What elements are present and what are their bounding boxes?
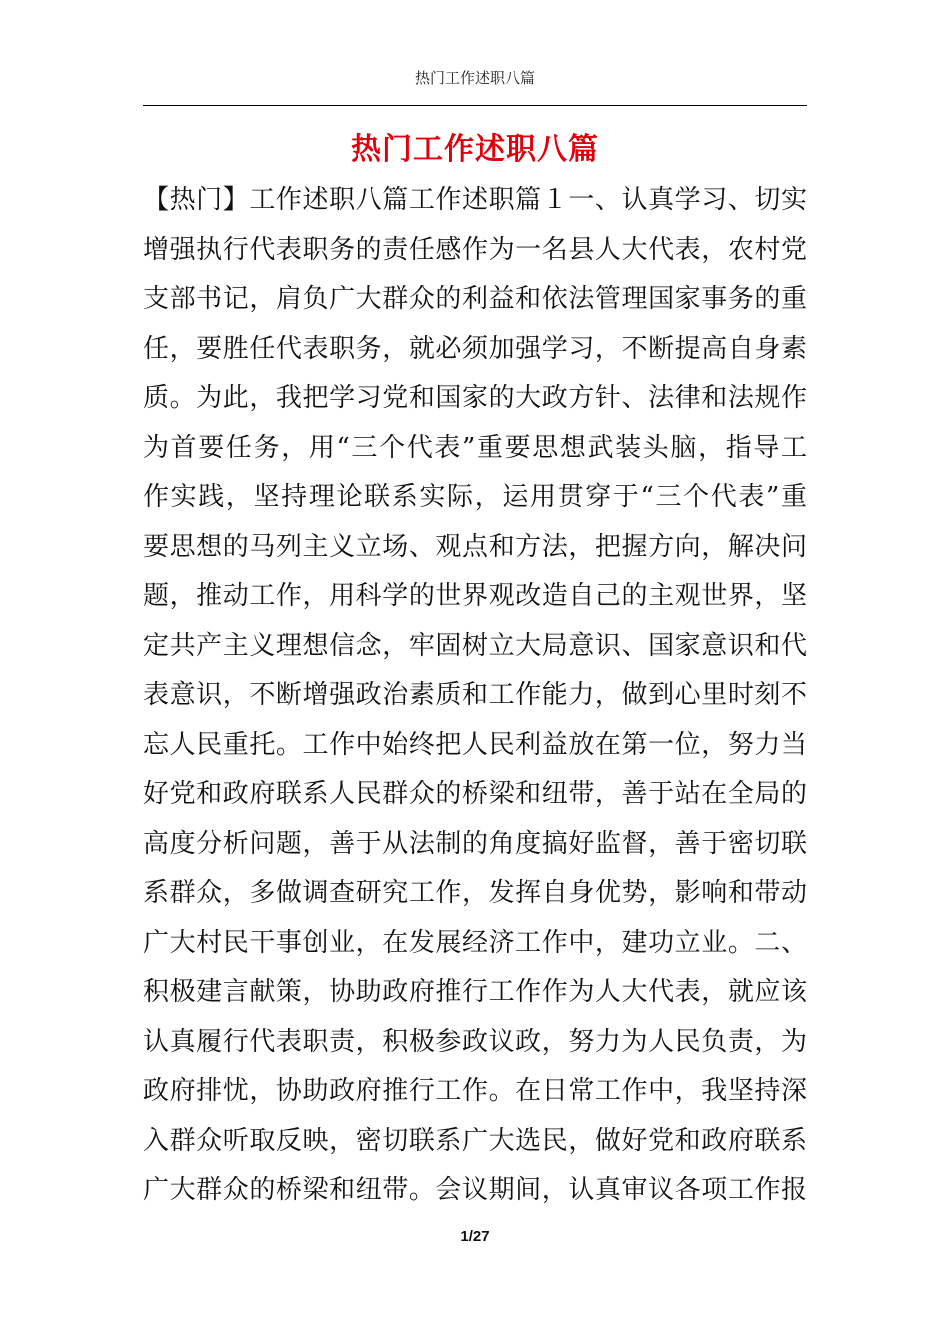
- header-divider: [143, 105, 807, 106]
- body-line: 系群众，多做调查研究工作，发挥自身优势，影响和带动: [143, 878, 807, 908]
- body-line: 任，要胜任代表职务，就必须加强学习，不断提高自身素: [143, 333, 807, 364]
- body-line: 【热门】工作述职八篇工作述职篇１一、认真学习、切实: [143, 185, 807, 215]
- running-header: 热门工作述职八篇: [414, 69, 535, 87]
- body-line: 广大群众的桥梁和纽带。会议期间，认真审议各项工作报: [143, 1175, 807, 1205]
- body-line: 政府排忧，协助政府推行工作。在日常工作中，我坚持深: [143, 1076, 807, 1106]
- body-line: 定共产主义理想信念，牢固树立大局意识、国家意识和代: [143, 630, 807, 661]
- body-line: 高度分析问题，善于从法制的角度搞好监督，善于密切联: [143, 828, 807, 859]
- body-line: 认真履行代表职责，积极参政议政，努力为人民负责，为: [143, 1026, 807, 1057]
- body-line: 支部书记，肩负广大群众的利益和依法管理国家事务的重: [143, 284, 807, 314]
- body-line: 作实践，坚持理论联系实际，运用贯穿于“三个代表”重: [143, 482, 807, 512]
- body-line: 表意识，不断增强政治素质和工作能力，做到心里时刻不: [143, 680, 807, 710]
- body-line: 好党和政府联系人民群众的桥梁和纽带，善于站在全局的: [143, 779, 807, 809]
- body-line: 广大村民干事创业，在发展经济工作中，建功立业。二、: [143, 927, 807, 958]
- body-line: 忘人民重托。工作中始终把人民利益放在第一位，努力当: [143, 729, 807, 760]
- body-line: 为首要任务，用“三个代表”重要思想武装头脑，指导工: [143, 432, 807, 463]
- body-line: 入群众听取反映，密切联系广大选民，做好党和政府联系: [143, 1125, 807, 1156]
- body-line: 增强执行代表职务的责任感作为一名县人大代表，农村党: [143, 234, 807, 265]
- page-number: 1/27: [460, 1228, 490, 1245]
- body-line: 要思想的马列主义立场、观点和方法，把握方向，解决问: [143, 531, 807, 562]
- body-line: 积极建言献策，协助政府推行工作作为人大代表，就应该: [143, 977, 807, 1007]
- body-line: 题，推动工作，用科学的世界观改造自己的主观世界，坚: [143, 581, 807, 611]
- document-body: [143, 176, 807, 1216]
- document-title: 热门工作述职八篇: [351, 132, 599, 167]
- body-line: 质。为此，我把学习党和国家的大政方针、法律和法规作: [143, 383, 807, 413]
